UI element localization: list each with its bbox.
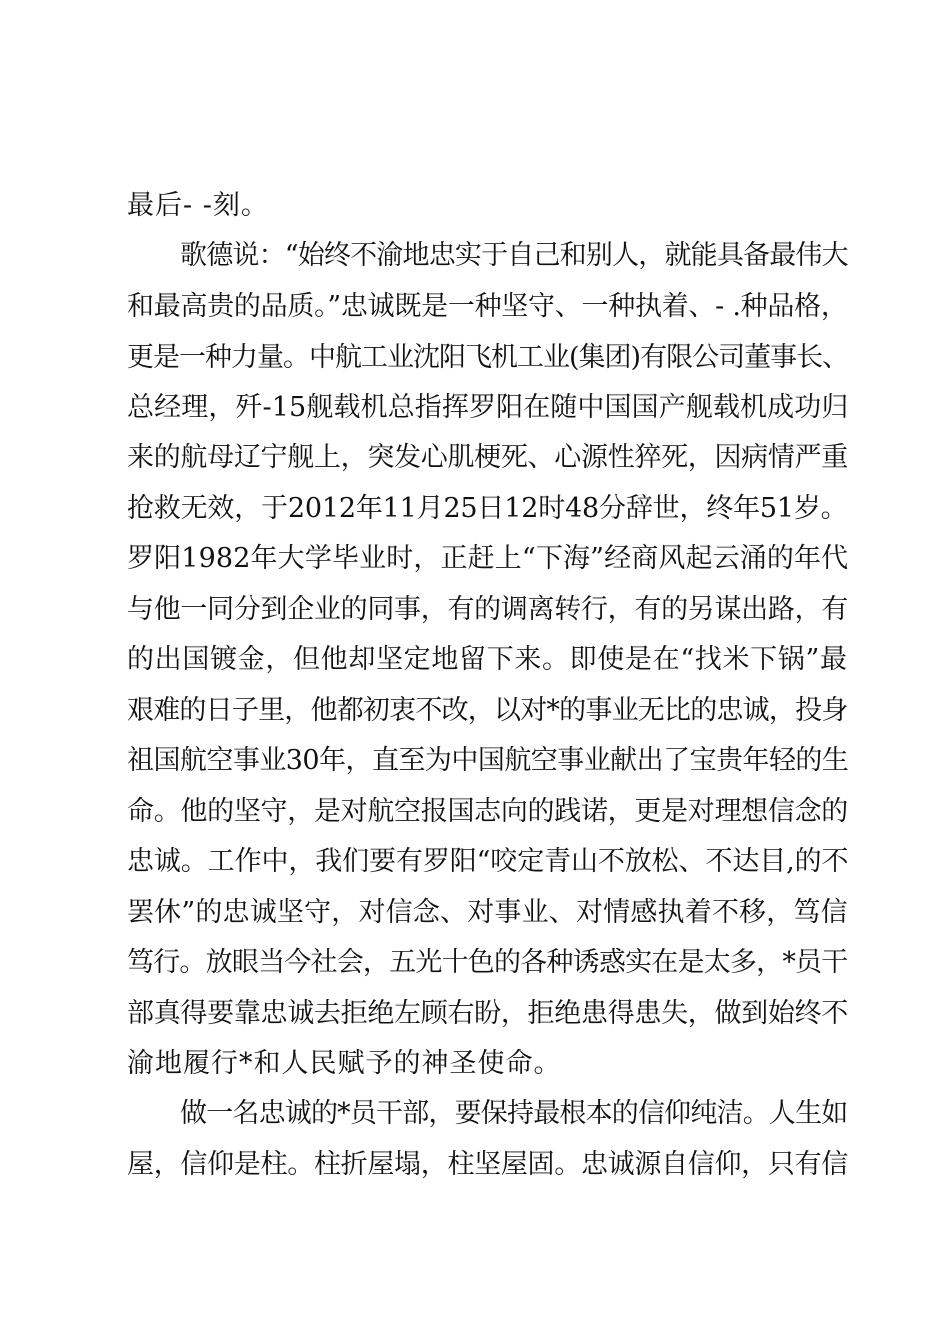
text-line: 祖国航空事业30年，直至为中国航空事业献出了宝贵年轻的生 <box>127 745 849 776</box>
text-line: 最后- -刻。 <box>127 190 269 221</box>
text-line: 渝地履行*和人民赋予的神圣使命。 <box>127 1048 562 1079</box>
text-line: 艰难的日子里，他都初衷不改，以对*的事业无比的忠诚，投身 <box>127 695 848 726</box>
text-line: 总经理，歼-15舰载机总指挥罗阳在随中国国产舰载机成功归 <box>127 392 849 423</box>
text-line: 抢救无效，于2012年11月25日12时48分辞世，终年51岁。 <box>127 493 848 524</box>
text-line: 命。他的坚守，是对航空报国志向的践诺，更是对理想信念的 <box>127 796 848 827</box>
text-line: 来的航母辽宁舰上，突发心肌梗死、心源性猝死，因病情严重 <box>127 442 848 473</box>
text-line: 更是一种力量。中航工业沈阳飞机工业(集团)有限公司董事长、 <box>127 342 849 373</box>
text-line: 忠诚。工作中，我们要有罗阳“咬定青山不放松、不达目,的不 <box>127 846 849 877</box>
text-line: 罗阳1982年大学毕业时，正赶上“下海”经商风起云涌的年代 <box>127 543 849 574</box>
text-line: 部真得要靠忠诚去拒绝左顾右盼，拒绝患得患失，做到始终不 <box>127 998 848 1029</box>
text-line: 歌德说：“始终不渝地忠实于自己和别人，就能具备最伟大 <box>180 240 848 271</box>
text-line: 做一名忠诚的*员干部，要保持最根本的信仰纯洁。人生如 <box>180 1098 848 1129</box>
text-line: 笃行。放眼当今社会，五光十色的各种诱惑实在是太多，*员干 <box>127 947 848 978</box>
text-line: 和最高贵的品质。”忠诚既是一种坚守、一种执着、- .种品格， <box>127 291 848 322</box>
text-line: 罢休”的忠诚坚守，对信念、对事业、对情感执着不移，笃信 <box>127 897 848 928</box>
text-line: 与他一同分到企业的同事，有的调离转行，有的另谋出路，有 <box>127 594 848 625</box>
text-line: 屋，信仰是柱。柱折屋塌，柱坚屋固。忠诚源自信仰，只有信 <box>127 1149 848 1180</box>
text-line: 的出国镀金，但他却坚定地留下来。即使是在“找米下锅”最 <box>127 644 848 675</box>
